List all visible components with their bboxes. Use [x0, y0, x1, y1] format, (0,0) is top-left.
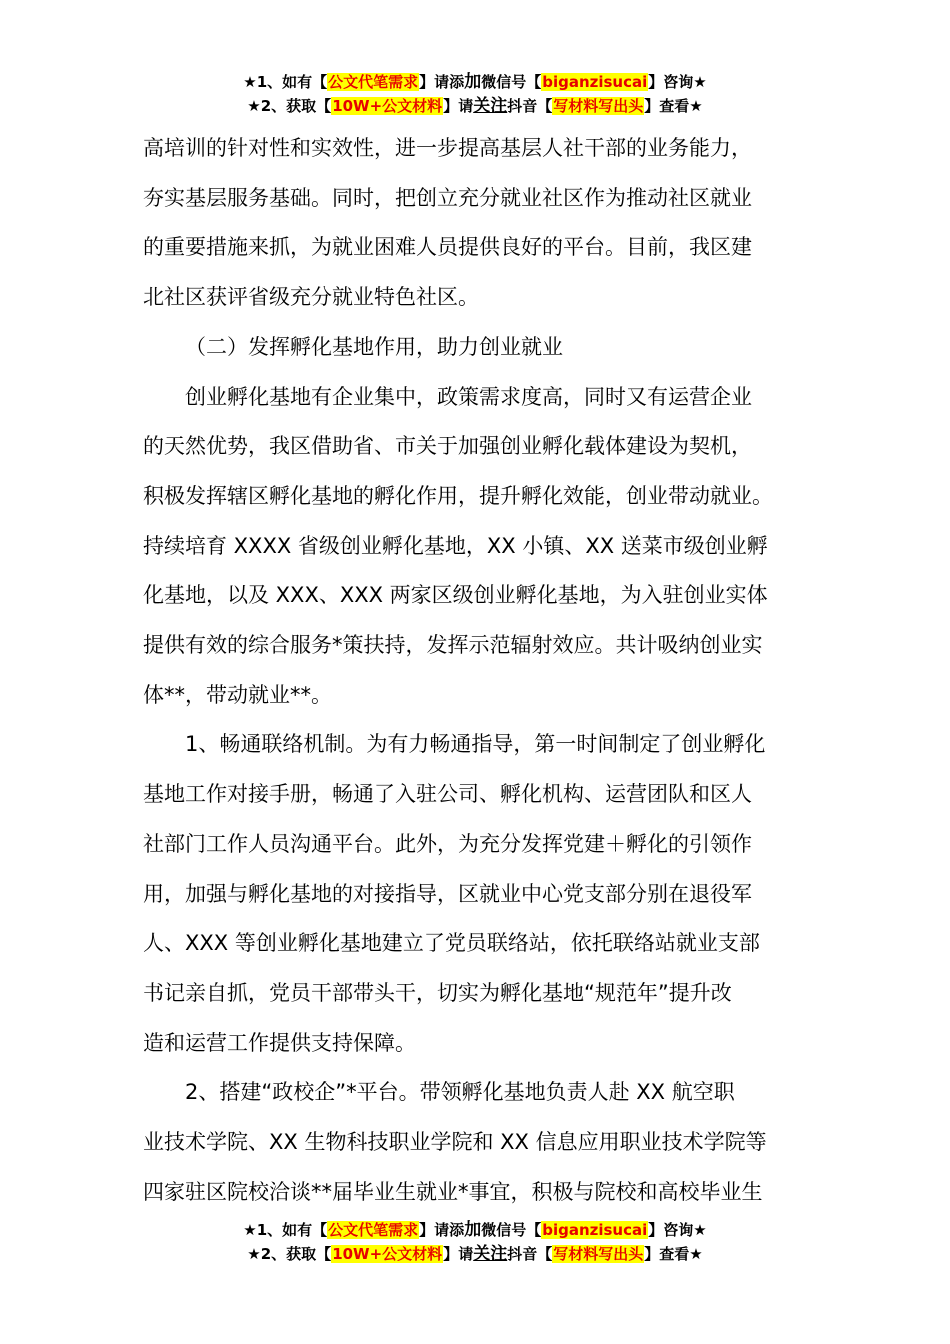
banner-highlight: 写材料写出头 [553, 1245, 644, 1263]
banner-highlight: biganzisucai [542, 1221, 648, 1239]
body-line: 积极发挥辖区孵化基地的孵化作用，提升孵化效能，创业带动就业。 [143, 483, 773, 508]
body-line: 夯实基层服务基础。同时，把创立充分就业社区作为推动社区就业 [143, 185, 752, 210]
banner-text: 】请 [443, 1245, 474, 1263]
banner-text: 】查看★ [644, 97, 703, 115]
banner-text: 】咨询★ [648, 1221, 707, 1239]
body-line: 1、畅通联络机制。为有力畅通指导，第一时间制定了创业孵化 [185, 732, 766, 757]
section-heading: （二）发挥孵化基地作用，助力创业就业 [185, 334, 563, 359]
body-line: 持续培育 XXXX 省级创业孵化基地，XX 小镇、XX 送菜市级创业孵 [143, 533, 768, 558]
banner-line-2 [0, 94, 950, 118]
banner-line-1 [0, 1218, 950, 1242]
banner-line-2 [0, 1242, 950, 1266]
banner-text: 】请 [443, 97, 474, 115]
banner-emphasis: 加 [464, 72, 482, 92]
body-line: 书记亲自抓，党员干部带头干，切实为孵化基地“规范年”提升改 [143, 980, 732, 1005]
body-line: 业技术学院、XX 生物科技职业学院和 XX 信息应用职业技术学院等 [143, 1130, 767, 1155]
header-banner [0, 70, 950, 118]
body-line: 高培训的针对性和实效性，进一步提高基层人社干部的业务能力， [143, 136, 752, 160]
body-line: 人、XXX 等创业孵化基地建立了党员联络站，依托联络站就业支部 [143, 931, 760, 956]
body-line: 社部门工作人员沟通平台。此外，为充分发挥党建＋孵化的引领作 [143, 831, 752, 856]
body-line: 用，加强与孵化基地的对接指导，区就业中心党支部分别在退役军 [143, 881, 752, 906]
banner-text: 】咨询★ [648, 73, 707, 91]
body-line: 化基地，以及 XXX、XXX 两家区级创业孵化基地，为入驻创业实体 [143, 583, 768, 608]
document-body [143, 124, 813, 1217]
banner-text: 】请添 [419, 73, 465, 91]
body-line: 提供有效的综合服务*策扶持，发挥示范辐射效应。共计吸纳创业实 [143, 633, 763, 658]
banner-highlight: 10W+公文材料 [332, 97, 443, 115]
banner-line-1 [0, 70, 950, 94]
banner-text: ★2、获取【 [247, 1245, 332, 1263]
banner-text: 抖音【 [507, 97, 553, 115]
banner-text: ★1、如有【 [243, 73, 328, 91]
banner-text: ★1、如有【 [243, 1221, 328, 1239]
banner-text: 微信号【 [481, 73, 542, 91]
banner-text: ★2、获取【 [247, 97, 332, 115]
body-line: 体**，带动就业**。 [143, 682, 332, 707]
body-line: 2、搭建“政校企”*平台。带领孵化基地负责人赴 XX 航空职 [185, 1080, 735, 1105]
body-line: 的天然优势，我区借助省、市关于加强创业孵化载体建设为契机， [143, 434, 752, 459]
banner-emphasis: 加 [464, 1220, 482, 1240]
body-line: 造和运营工作提供支持保障。 [143, 1030, 416, 1055]
banner-highlight: 写材料写出头 [553, 97, 644, 115]
body-line: 基地工作对接手册，畅通了入驻公司、孵化机构、运营团队和区人 [143, 782, 752, 807]
banner-text: 抖音【 [507, 1245, 553, 1263]
banner-text: 微信号【 [481, 1221, 542, 1239]
banner-emphasis: 关注 [473, 1244, 508, 1264]
body-line: 创业孵化基地有企业集中，政策需求度高，同时又有运营企业 [185, 384, 752, 409]
banner-highlight: 公文代笔需求 [328, 1221, 419, 1239]
banner-emphasis: 关注 [473, 96, 508, 116]
body-line: 北社区获评省级充分就业特色社区。 [143, 285, 479, 310]
banner-highlight: biganzisucai [542, 73, 648, 91]
banner-text: 】请添 [419, 1221, 465, 1239]
banner-highlight: 公文代笔需求 [328, 73, 419, 91]
banner-text: 】查看★ [644, 1245, 703, 1263]
body-line: 四家驻区院校洽谈**届毕业生就业*事宜，积极与院校和高校毕业生 [143, 1179, 763, 1204]
body-line: 的重要措施来抓，为就业困难人员提供良好的平台。目前，我区建 [143, 235, 752, 260]
footer-banner [0, 1218, 950, 1266]
banner-highlight: 10W+公文材料 [332, 1245, 443, 1263]
